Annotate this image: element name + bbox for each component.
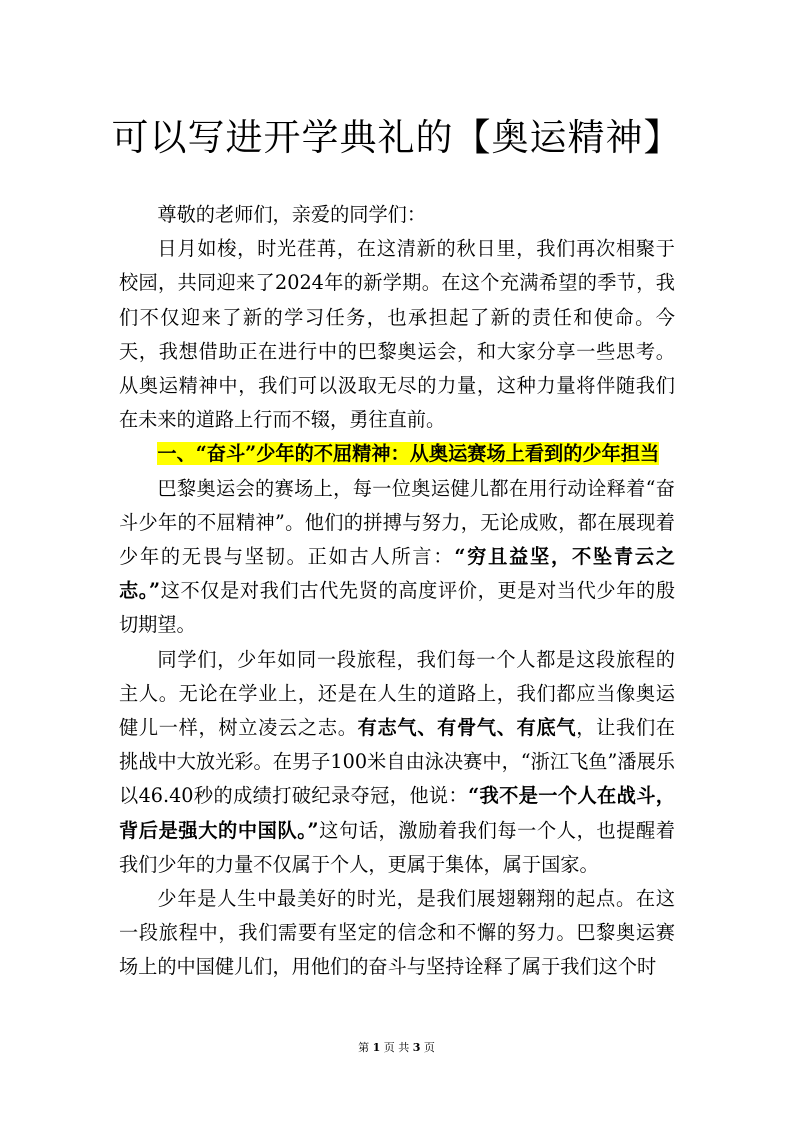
paragraph-3-part-c: ，让我们在挑战中大放光彩。在男子100米自由泳决赛中，“浙江飞鱼”潘展乐以46.40秒的成绩打破纪录夺冠，他说： [119, 716, 676, 808]
emphasis-spirit: 有志气、有骨气、有底气 [357, 716, 577, 740]
footer-current-page: 1 [372, 1041, 381, 1054]
document-title: 可以写进开学典礼的【奥运精神】 [111, 116, 682, 159]
paragraph-4: 少年是人生中最美好的时光，是我们展翅翱翔的起点。在这一段旅程中，我们需要有坚定的信念和不懈的努力。巴黎奥运赛场上的中国健儿们，用他们的奋斗与坚持诠释了属于我们这个时 [119, 887, 675, 979]
footer-suffix: 页 [423, 1041, 435, 1054]
page-footer [0, 1040, 793, 1056]
paragraph-intro: 日月如梭，时光荏苒，在这清新的秋日里，我们再次相聚于校园，共同迎来了2024年的新学期。在这个充满希望的季节，我们不仅迎来了新的学习任务，也承担起了新的责任和使命。今天，我想借助正在进行中的巴黎奥运会，和大家分享一些思考。从奥运精神中，我们可以汲取无尽的力量，这种力量将伴随我们在未来的道路上行而不辍，勇往直前。 [119, 237, 675, 432]
document-body [119, 198, 675, 985]
paragraph-3 [119, 643, 675, 882]
quote-athlete: “我不是一个人在战斗，背后是强大的中国队。” [119, 784, 675, 842]
section-heading-text: 一、“奋斗”少年的不屈精神：从奥运赛场上看到的少年担当 [157, 442, 660, 466]
paragraph-2 [119, 472, 675, 643]
paragraph-3-part-e: 这句话，激励着我们每一个人，也提醒着我们少年的力量不仅属于个人，更属于集体，属于国家。 [119, 818, 676, 876]
paragraph-2-part-a: 巴黎奥运会的赛场上，每一位奥运健儿都在用行动诠释着“奋斗少年的不屈精神”。他们的拼搏与努力，无论成败，都在展现着少年的无畏与坚韧。正如古人所言： [119, 476, 675, 569]
footer-total-pages: 3 [412, 1041, 421, 1054]
section-heading [119, 437, 675, 471]
footer-middle: 页 共 [383, 1041, 410, 1054]
paragraph-3-part-a: 同学们，少年如同一段旅程，我们每一个人都是这段旅程的主人。无论在学业上，还是在人生的道路上，我们都应当像奥运健儿一样，树立凌云之志。 [119, 647, 675, 740]
footer-prefix: 第 [358, 1041, 370, 1054]
paragraph-2-part-c: 这不仅是对我们古代先贤的高度评价，更是对当代少年的殷切期望。 [119, 579, 676, 637]
salutation: 尊敬的老师们，亲爱的同学们： [157, 203, 427, 226]
quote-classic: “穷且益坚，不坠青云之志。” [119, 545, 675, 603]
